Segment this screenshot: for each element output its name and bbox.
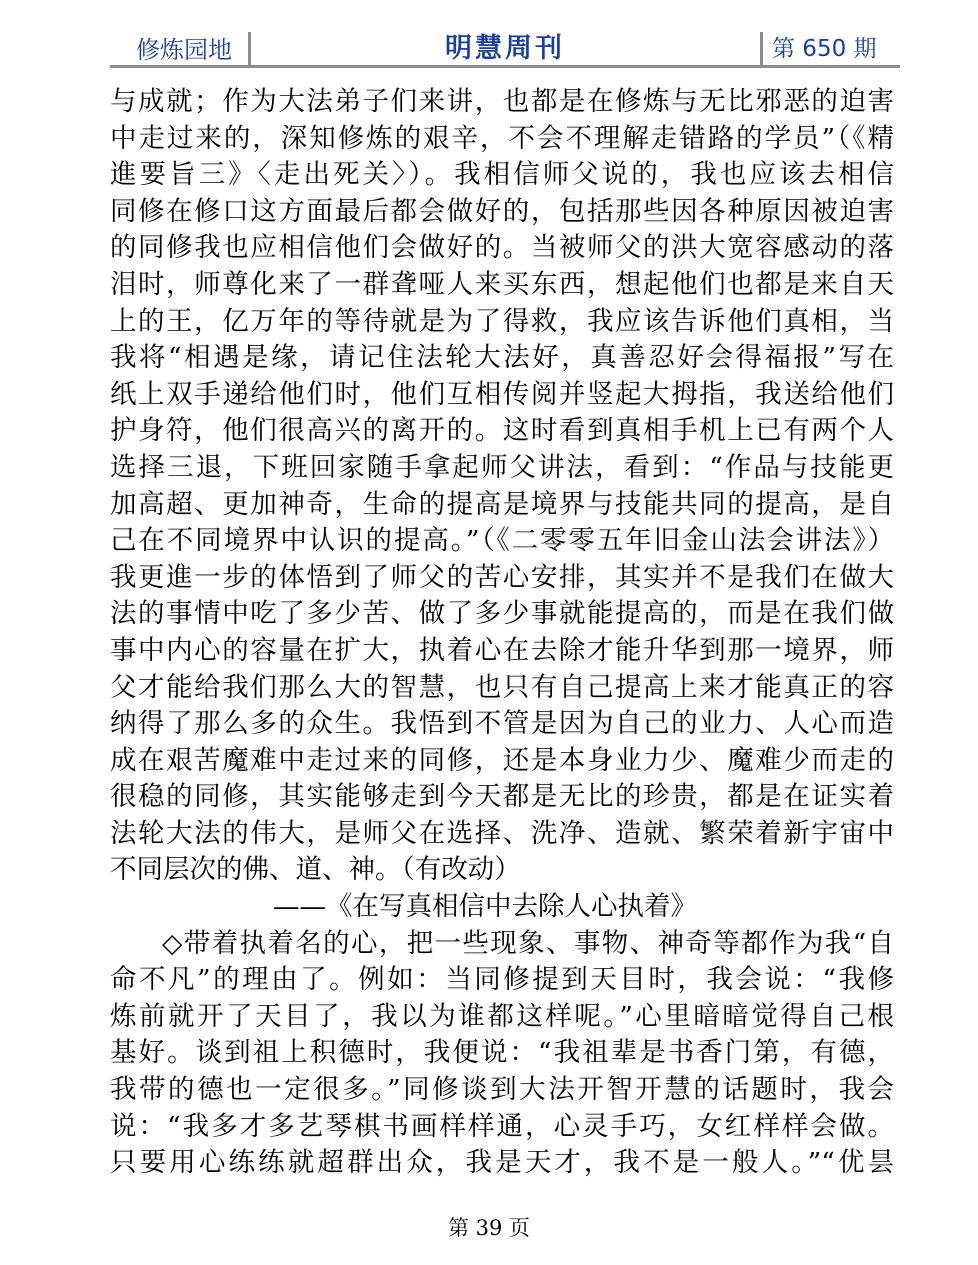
text-line: 同修在修口这方面最后都会做好的，包括那些因各种原因被迫害 xyxy=(110,195,894,227)
text-line: 只要用心练练就超群出众，我是天才，我不是一般人。”“优昙 xyxy=(110,1147,894,1179)
text-line: 己在不同境界中认识的提高。”（《二零零五年旧金山法会讲法》） xyxy=(110,525,894,557)
header-divider-right xyxy=(760,32,763,68)
text-line: 选择三退，下班回家随手拿起师父讲法，看到：“作品与技能更 xyxy=(110,451,894,483)
text-line: 的同修我也应相信他们会做好的。当被师父的洪大宽容感动的落 xyxy=(110,232,894,264)
source-citation: ——《在写真相信中去除人心执着》 xyxy=(273,891,697,923)
section-name: 修炼园地 xyxy=(136,36,232,64)
text-line: 护身符，他们很高兴的离开的。这时看到真相手机上已有两个人 xyxy=(110,415,894,447)
text-line: 说：“我多才多艺琴棋书画样样通，心灵手巧，女红样样会做。 xyxy=(110,1110,894,1142)
issue-number: 第 650 期 xyxy=(772,36,877,62)
text-line: 不同层次的佛、道、神。（有改动） xyxy=(110,854,521,886)
text-line: 炼前就开了天目了，我以为谁都这样呢。”心里暗暗觉得自己根 xyxy=(110,1000,894,1032)
header-rule xyxy=(110,65,900,68)
text-line: 纳得了那么多的众生。我悟到不管是因为自己的业力、人心而造 xyxy=(110,708,894,740)
text-line: 我将“相遇是缘，请记住法轮大法好，真善忍好会得福报”写在 xyxy=(110,342,894,374)
page-number: 第 39 页 xyxy=(447,1216,531,1240)
text-line: 我更進一步的体悟到了师父的苦心安排，其实并不是我们在做大 xyxy=(110,561,894,593)
text-line: 我带的德也一定很多。”同修谈到大法开智开慧的话题时，我会 xyxy=(110,1074,894,1106)
text-line: 泪时，师尊化来了一群聋哑人来买东西，想起他们也都是来自天 xyxy=(110,268,894,300)
text-line: 法轮大法的伟大，是师父在选择、洗净、造就、繁荣着新宇宙中 xyxy=(110,817,894,849)
publication-title: 明慧周刊 xyxy=(445,33,565,64)
text-line: 基好。谈到祖上积德时，我便说：“我祖辈是书香门第，有德， xyxy=(110,1037,894,1069)
text-line: 很稳的同修，其实能够走到今天都是无比的珍贵，都是在证实着 xyxy=(110,781,894,813)
page-header xyxy=(110,22,900,68)
text-line: 事中内心的容量在扩大，执着心在去除才能升华到那一境界，师 xyxy=(110,634,894,666)
text-line: 父才能给我们那么大的智慧，也只有自己提高上来才能真正的容 xyxy=(110,671,894,703)
text-line: 加高超、更加神奇，生命的提高是境界与技能共同的提高，是自 xyxy=(110,488,894,520)
text-line: 上的王，亿万年的等待就是为了得救，我应该告诉他们真相，当 xyxy=(110,305,894,337)
text-line: ◇带着执着名的心，把一些现象、事物、神奇等都作为我“自 xyxy=(162,927,894,959)
article-body xyxy=(110,84,894,1182)
text-line: 纸上双手递给他们时，他们互相传阅并竖起大拇指，我送给他们 xyxy=(110,378,894,410)
text-line: 法的事情中吃了多少苦、做了多少事就能提高的，而是在我们做 xyxy=(110,598,894,630)
text-line: 進要旨三》〈走出死关〉）。我相信师父说的，我也应该去相信 xyxy=(110,159,894,191)
text-line: 成在艰苦魔难中走过来的同修，还是本身业力少、魔难少而走的 xyxy=(110,744,894,776)
text-line: 中走过来的，深知修炼的艰辛，不会不理解走错路的学员”（《精 xyxy=(110,122,894,154)
text-line: 与成就；作为大法弟子们来讲，也都是在修炼与无比邪恶的迫害 xyxy=(110,86,894,117)
text-line: 命不凡”的理由了。例如：当同修提到天目时，我会说：“我修 xyxy=(110,964,894,996)
